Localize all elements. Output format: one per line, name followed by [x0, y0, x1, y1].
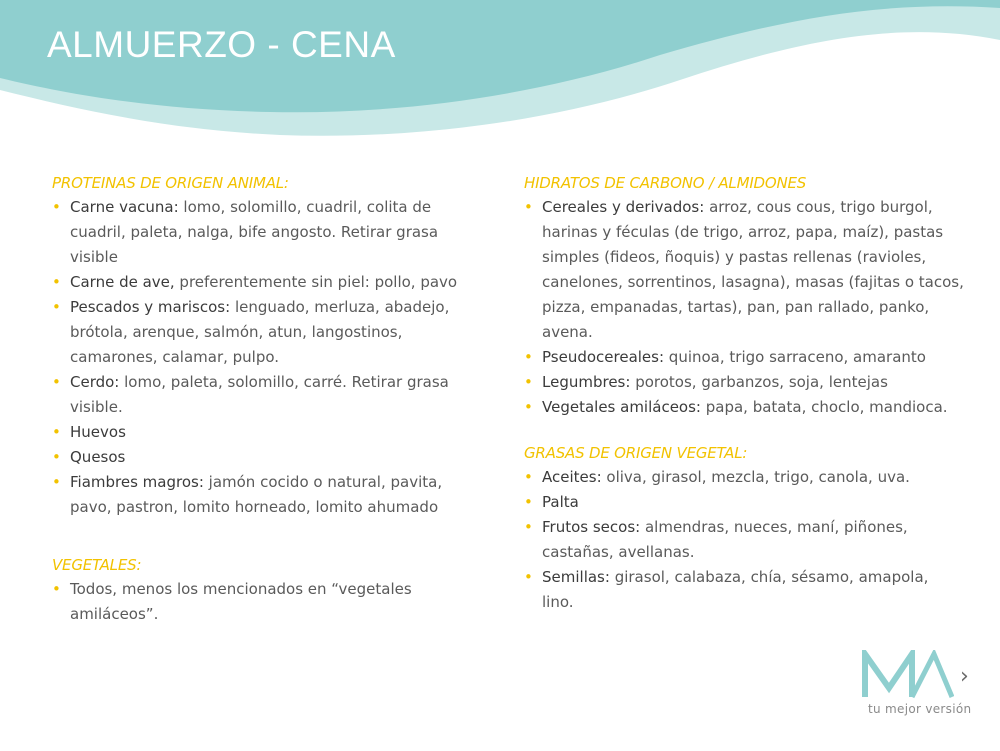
list-item: • Carne vacuna: lomo, solomillo, cuadril, colita de cuadril, paleta, nalga, bife angosto. Retirar grasa visible: [52, 195, 472, 270]
section-proteinas: [52, 174, 472, 520]
list-item: • Cereales y derivados: arroz, cous cous, trigo burgol, harinas y féculas (de trigo, arroz, papa, maíz), pastas simples (fideos, ñoquis) y pastas rellenas (ravioles, canelones, sorrentinos, lasagna), masas (fajitas o tacos, pizza, empanadas, tartas), pan, pan rallado, panko, avena.: [524, 195, 964, 345]
list-item: • Frutos secos: almendras, nueces, maní, piñones, castañas, avellanas.: [524, 515, 964, 565]
list-item: • Huevos: [52, 420, 472, 445]
list-item: • Vegetales amiláceos: papa, batata, choclo, mandioca.: [524, 395, 964, 420]
page-title: ALMUERZO - CENA: [47, 24, 396, 65]
section-vegetales: [52, 556, 472, 627]
list-item: • Semillas: girasol, calabaza, chía, sésamo, amapola, lino.: [524, 565, 964, 615]
section-grasas: [524, 444, 964, 615]
section-heading: PROTEINAS DE ORIGEN ANIMAL:: [52, 174, 289, 192]
left-column: [52, 174, 472, 651]
chevron-right-icon: ›: [960, 664, 969, 689]
list-item: • Cerdo: lomo, paleta, solomillo, carré. Retirar grasa visible.: [52, 370, 472, 420]
list-item: • Pseudocereales: quinoa, trigo sarraceno, amaranto: [524, 345, 964, 370]
list-item: • Fiambres magros: jamón cocido o natural, pavita, pavo, pastron, lomito horneado, lomito ahumado: [52, 470, 472, 520]
section-heading: VEGETALES:: [52, 556, 142, 574]
header-wave: [0, 0, 1000, 140]
list-item: • Palta: [524, 490, 964, 515]
brand-tagline: tu mejor versión: [868, 702, 972, 716]
food-list: [52, 195, 472, 520]
list-item: • Pescados y mariscos: lenguado, merluza, abadejo, brótola, arenque, salmón, atun, langostinos, camarones, calamar, pulpo.: [52, 295, 472, 370]
right-column: [524, 174, 964, 639]
list-item: • Carne de ave, preferentemente sin piel: pollo, pavo: [52, 270, 472, 295]
section-heading: GRASAS DE ORIGEN VEGETAL:: [524, 444, 748, 462]
list-item: • Quesos: [52, 445, 472, 470]
food-list: [524, 195, 964, 420]
list-item: • Legumbres: porotos, garbanzos, soja, lentejas: [524, 370, 964, 395]
section-heading: HIDRATOS DE CARBONO / ALMIDONES: [524, 174, 807, 192]
food-list: [52, 577, 472, 627]
section-hidratos: [524, 174, 964, 420]
list-item: • Todos, menos los mencionados en “vegetales amiláceos”.: [52, 577, 472, 627]
brand-logo: [862, 650, 954, 700]
food-list: [524, 465, 964, 615]
list-item: • Aceites: oliva, girasol, mezcla, trigo, canola, uva.: [524, 465, 964, 490]
